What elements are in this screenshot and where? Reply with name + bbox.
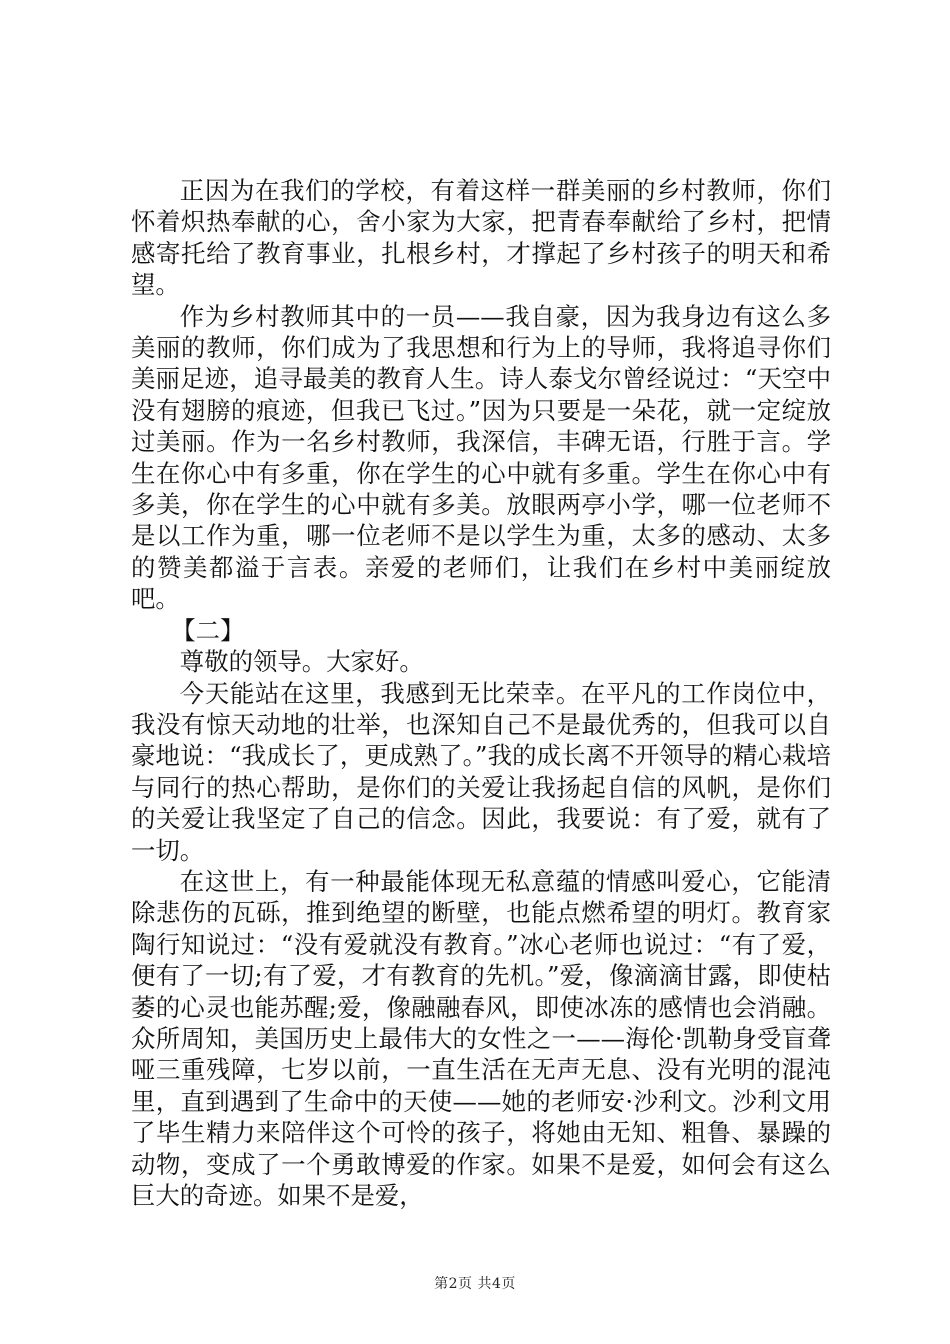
paragraph: 作为乡村教师其中的一员——我自豪，因为我身边有这么多美丽的教师，你们成为了我思想和行为上的导师，我将追寻你们美丽足迹，追寻最美的教育人生。诗人泰戈尔曾经说过：“天空中没有翅膀的痕迹，但我已飞过。”因为只要是一朵花，就一定绽放过美丽。作为一名乡村教师，我深信，丰碑无语，行胜于言。学生在你心中有多重，你在学生的心中就有多重。学生在你心中有多美，你在学生的心中就有多美。放眼两亭小学，哪一位老师不是以工作为重，哪一位老师不是以学生为重，太多的感动、太多的赞美都溢于言表。亲爱的老师们，让我们在乡村中美丽绽放吧。	[131, 301, 831, 614]
paragraph: 今天能站在这里，我感到无比荣幸。在平凡的工作岗位中，我没有惊天动地的壮举，也深知自己不是最优秀的，但我可以自豪地说：“我成长了，更成熟了。”我的成长离不开领导的精心栽培与同行的热心帮助，是你们的关爱让我扬起自信的风帆，是你们的关爱让我坚定了自己的信念。因此，我要说：有了爱，就有了一切。	[131, 678, 831, 865]
paragraph: 在这世上，有一种最能体现无私意蕴的情感叫爱心，它能清除悲伤的瓦砾，推到绝望的断壁，也能点燃希望的明灯。教育家陶行知说过：“没有爱就没有教育。”冰心老师也说过：“有了爱，便有了一切;有了爱，才有教育的先机。”爱，像滴滴甘露，即使枯萎的心灵也能苏醒;爱，像融融春风，即使冰冻的感情也会消融。众所周知，美国历史上最伟大的女性之一——海伦·凯勒身受盲聋哑三重残障，七岁以前，一直生活在无声无息、没有光明的混沌里，直到遇到了生命中的天使——她的老师安·沙利文。沙利文用了毕生精力来陪伴这个可怜的孩子，将她由无知、粗鲁、暴躁的动物，变成了一个勇敢博爱的作家。如果不是爱，如何会有这么巨大的奇迹。如果不是爱，	[131, 866, 831, 1210]
section-heading: 【二】	[171, 615, 245, 645]
paragraph: 尊敬的领导。大家好。	[179, 647, 424, 677]
page-number-footer: 第2页 共4页	[434, 1276, 516, 1292]
body-text	[131, 175, 831, 1211]
paragraph: 正因为在我们的学校，有着这样一群美丽的乡村教师，你们怀着炽热奉献的心，舍小家为大家，把青春奉献给了乡村，把情感寄托给了教育事业，扎根乡村，才撑起了乡村孩子的明天和希望。	[131, 176, 831, 300]
